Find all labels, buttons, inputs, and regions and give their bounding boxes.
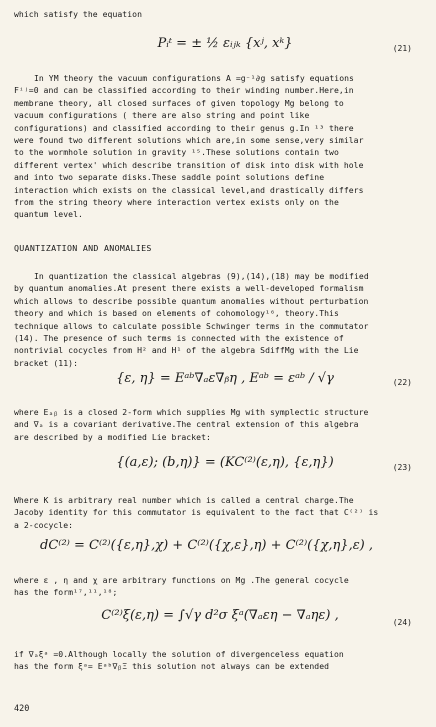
paragraph-divergenceless: if ∇ₐξᵃ =0.Although locally the solution of divergenceless equation has the form ξᵃ= Eᵃᵇ∇ᵦΞ this solution not always can be extended bbox=[14, 649, 344, 672]
paragraph-quantization: In quantization the classical algebras (9),(14),(18) may be modified by quantum anomalies.At present there exists a well-developed formalism which allows to describe possible quantum anomalies without perturbation theory and which is based on elements of cohomology¹⁶, theory.This technique allows to calculate possible Schwinger terms in the commutator (14). The presence of such terms is connected with the existence of nontrivial cocycles from H² and H¹ of the algebra SdiffMg with the Lie bracket (11): bbox=[14, 271, 369, 368]
equation-22: {ε, η} = Eᵃᵇ∇ₐε∇ᵦη , Eᵃᵇ = εᵃᵇ / √γ bbox=[116, 371, 334, 386]
equation-23: {(a,ε); (b,η)} = (KC⁽²⁾(ε,η), {ε,η}) bbox=[116, 455, 334, 470]
equation-22-number: (22) bbox=[392, 378, 412, 387]
equation-21: Pᵢᵗ = ± ½ εᵢⱼₖ {xʲ, xᵏ} bbox=[157, 36, 293, 51]
paragraph-central-charge: Where K is arbitrary real number which is called a central charge.The Jacoby identity for this commutator is equivalent to the fact that C⁽²⁾ is a 2-cocycle: bbox=[14, 495, 379, 530]
paragraph-general-cocycle: where ε , η and χ are arbitrary functions on Mg .The general cocycle has the form¹⁷,¹¹,¹⁸; bbox=[14, 575, 349, 598]
intro-text: which satisfy the equation bbox=[14, 9, 142, 19]
paragraph-ym-theory: In YM theory the vacuum configurations A =g⁻¹∂g satisfy equations Fⁱʲ=0 and can be classified according to their winding number.Here,in membrane theory, all closed surfaces of given topology Mg belong to vacuum configurations ( there are also string and point like configurations) and classified according to their genus g.In ¹³ there were found two different solutions which are,in some sense,very similar to the wormhole solution in gravity ¹⁵.These solutions contain two different vertex' which describe transition of disk into disk with hole and into two separate disks.These saddle point solutions define interaction which exists on the classical level,and drastically differs from the string theory where interaction vertex exists only on the quantum level. bbox=[14, 73, 364, 220]
paragraph-symplectic: where Eₐᵦ is a closed 2-form which supplies Mg with symplectic structure and ∇ₐ is a covariant derivative.The central extension of this algebra are described by a modified Lie bracket: bbox=[14, 407, 369, 442]
section-heading: QUANTIZATION AND ANOMALIES bbox=[14, 243, 152, 253]
equation-24-number: (24) bbox=[392, 618, 412, 627]
equation-23-number: (23) bbox=[392, 463, 412, 472]
equation-cocycle: dC⁽²⁾ = C⁽²⁾({ε,η},χ) + C⁽²⁾({χ,ε},η) + C⁽²⁾({χ,η},ε) , bbox=[40, 538, 374, 553]
equation-24: C⁽²⁾ξ(ε,η) = ∫√γ d²σ ξᵃ(∇ₐεη − ∇ₐηε) , bbox=[101, 608, 339, 623]
equation-21-number: (21) bbox=[392, 44, 412, 53]
page-number: 420 bbox=[14, 704, 30, 714]
